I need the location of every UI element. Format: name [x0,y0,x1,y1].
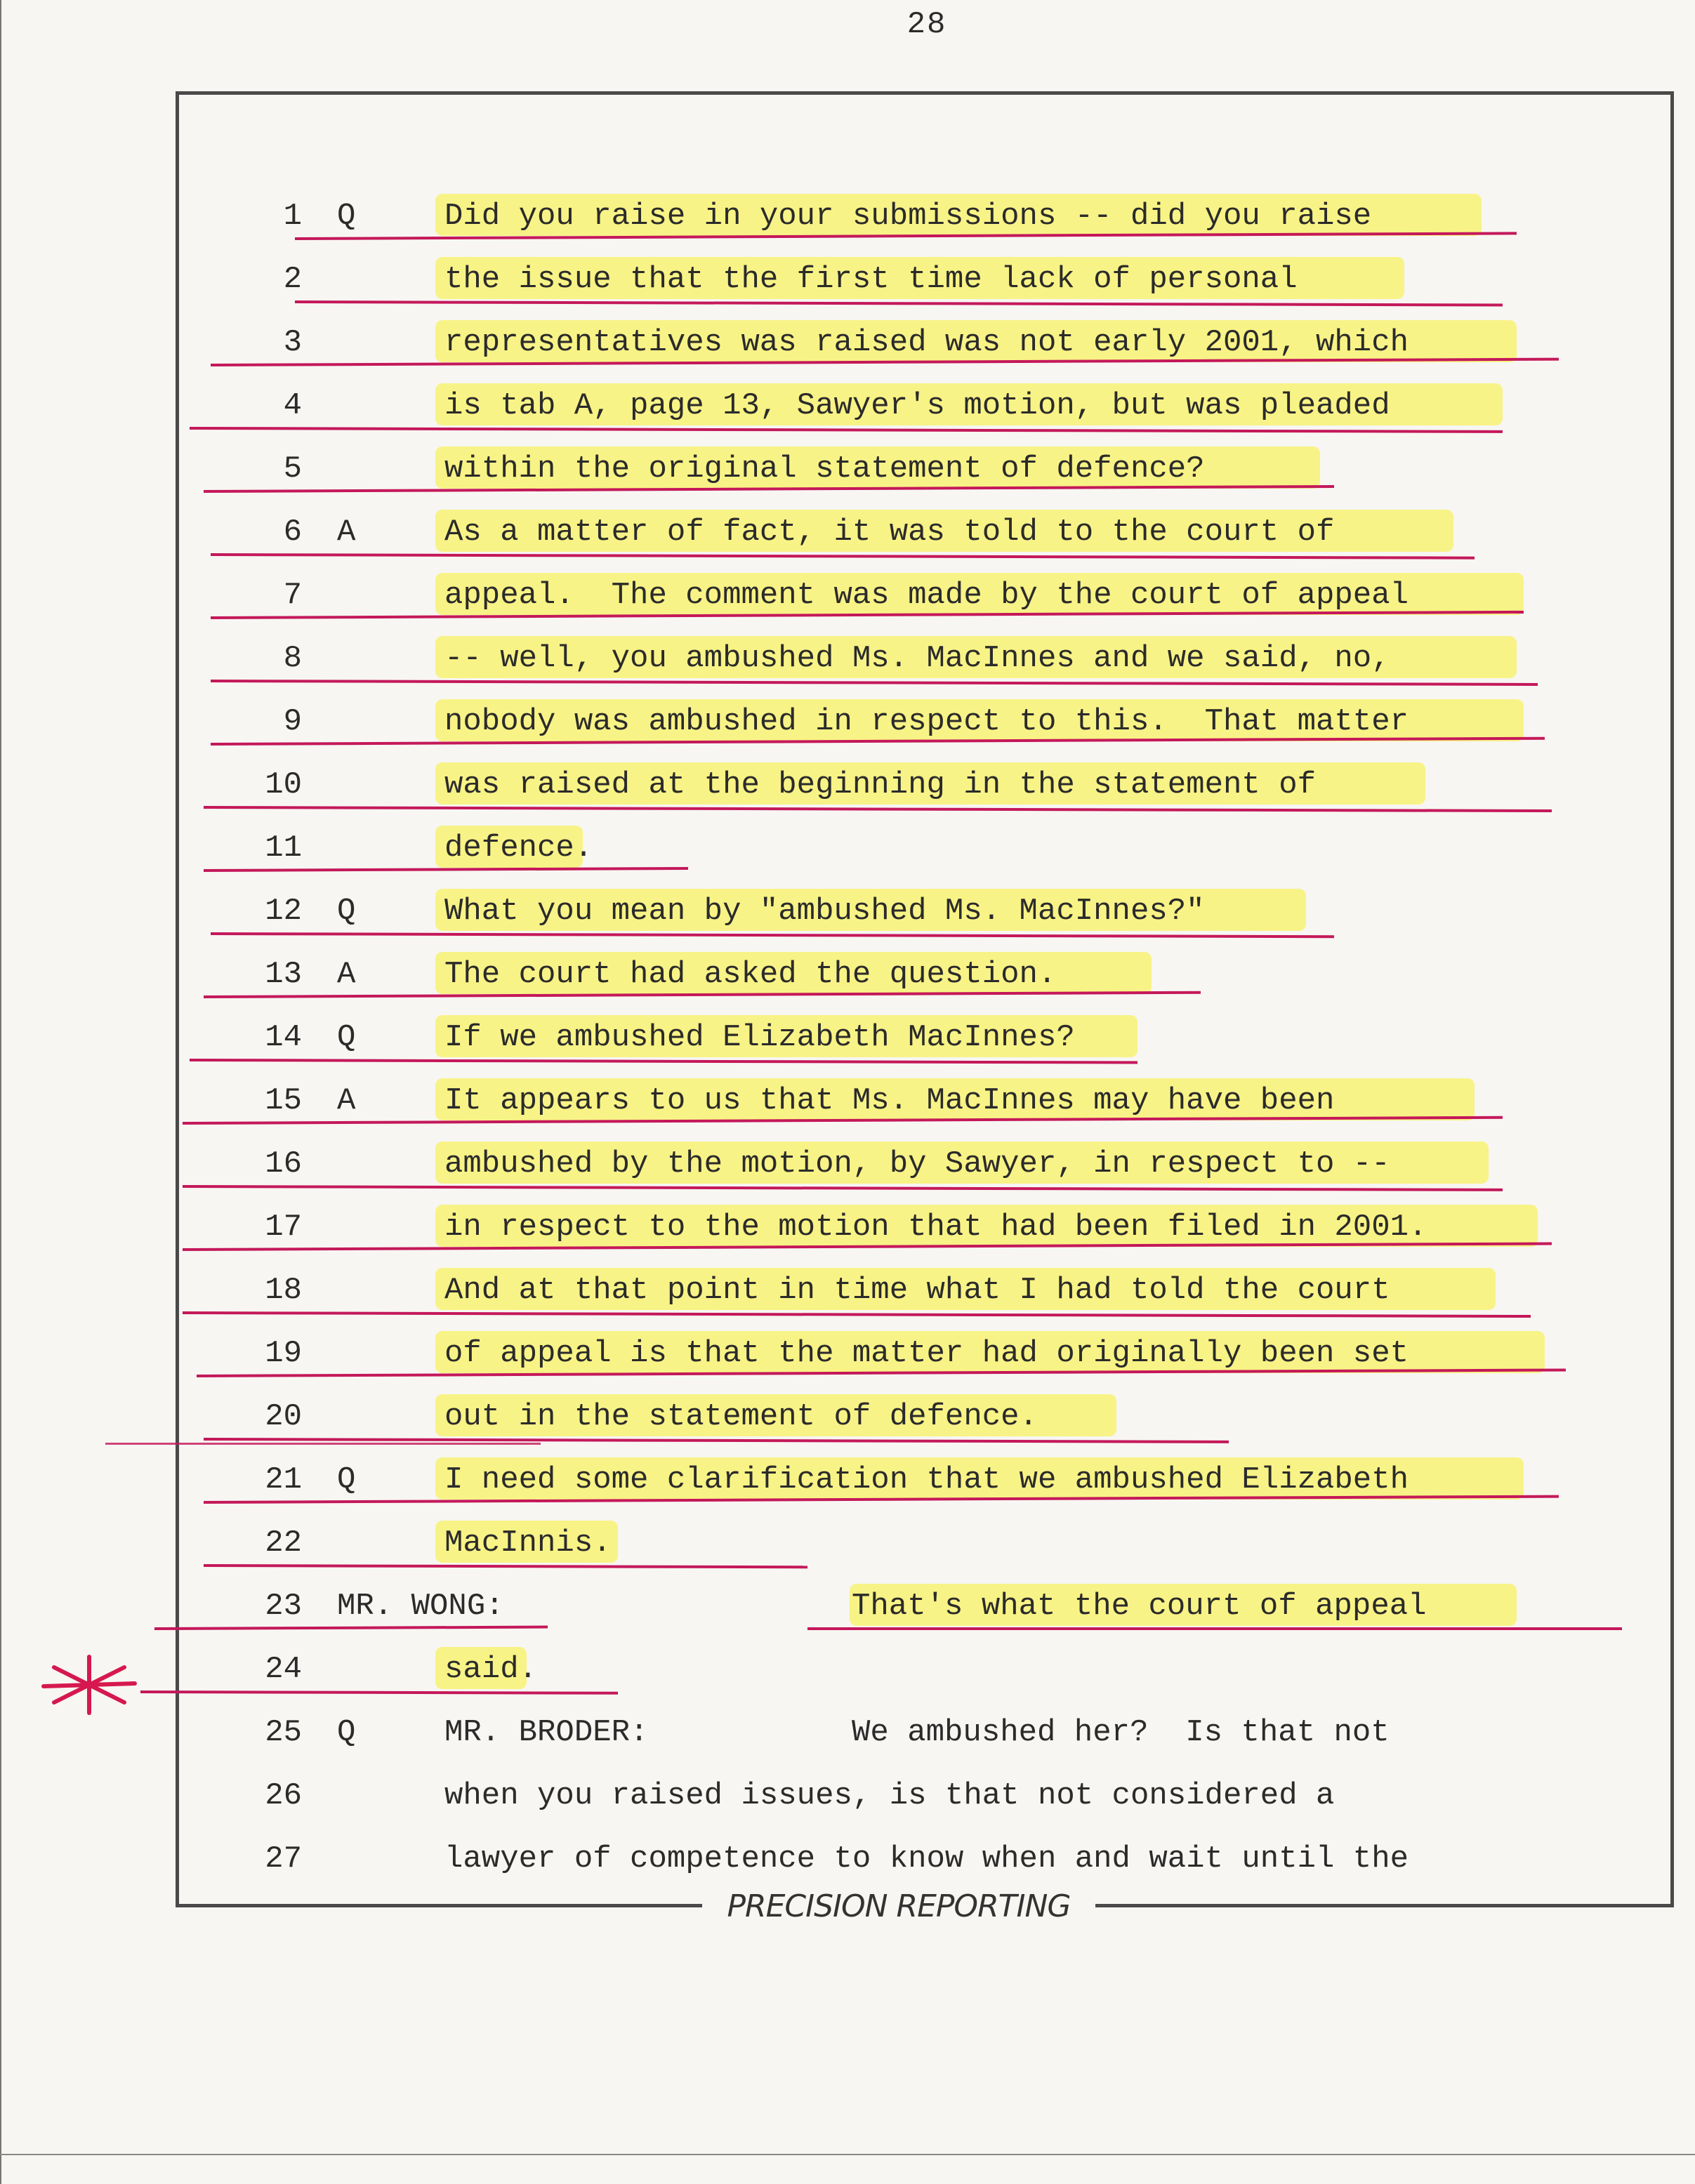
transcript-line [0,689,1695,753]
line-number: 10 [265,767,302,802]
line-text: when you raised issues, is that not considered a [444,1778,1335,1813]
line-number: 15 [265,1083,302,1118]
line-text: What you mean by "ambushed Ms. MacInnes?" [444,894,1205,929]
line-text: I need some clarification that we ambushed Elizabeth [444,1462,1409,1497]
line-text: is tab A, page 13, Sawyer's motion, but was pleaded [444,388,1390,423]
line-text: MacInnis. [444,1526,612,1561]
line-number: 8 [283,641,302,676]
transcript-line [0,1574,1695,1637]
page-number: 28 [906,7,947,42]
transcript-line [0,942,1695,1005]
transcript-line [0,373,1695,437]
underline-mark [183,1185,1503,1191]
line-text: And at that point in time what I had told the court [444,1273,1390,1308]
line-number: 7 [283,578,302,613]
transcript-line [0,1132,1695,1195]
transcript-line [0,563,1695,626]
red-asterisk-icon [37,1643,142,1727]
line-text: -- well, you ambushed Ms. MacInnes and we said, no, [444,641,1390,676]
transcript-line [0,247,1695,310]
transcript-line [0,1827,1695,1890]
transcript-line [0,1384,1695,1448]
transcript-line [0,1700,1695,1763]
line-number: 25 [265,1715,302,1750]
line-number: 11 [265,830,302,866]
transcript-line [0,310,1695,373]
line-text: MR. BRODER: [444,1715,649,1750]
transcript-line [0,1448,1695,1511]
line-number: 27 [265,1841,302,1877]
underline-mark [190,427,1503,433]
line-number: 18 [265,1273,302,1308]
line-number: 16 [265,1146,302,1182]
underline-mark [295,300,1503,307]
line-number: 22 [265,1526,302,1561]
speaker-label: Q [337,1020,356,1055]
line-text: out in the statement of defence. [444,1399,1038,1434]
speaker-label: A [337,515,356,550]
line-number: 2 [283,262,302,297]
line-number: 12 [265,894,302,929]
transcript-line [0,1068,1695,1132]
speaker-label: MR. WONG: [337,1589,504,1624]
speaker-label: Q [337,199,356,234]
line-text: nobody was ambushed in respect to this. That matter [444,704,1409,739]
transcript-line [0,1321,1695,1384]
underline-mark [807,1627,1622,1630]
line-number: 14 [265,1020,302,1055]
line-number: 4 [283,388,302,423]
line-number: 3 [283,325,302,360]
line-text: defence. [444,830,593,866]
line-text: As a matter of fact, it was told to the court of [444,515,1335,550]
line-number: 5 [283,451,302,487]
speaker-label: A [337,1083,356,1118]
speaker-label: Q [337,1715,356,1750]
line-number: 20 [265,1399,302,1434]
speaker-label: Q [337,1462,356,1497]
line-text: It appears to us that Ms. MacInnes may have been [444,1083,1335,1118]
transcript-line [0,1763,1695,1827]
transcript-line [0,753,1695,816]
line-number: 19 [265,1336,302,1371]
line-text: within the original statement of defence? [444,451,1205,487]
underline-mark [211,553,1475,560]
bottom-rule [0,2154,1695,2155]
speaker-label: A [337,957,356,992]
line-text-continued: We ambushed her? Is that not [852,1715,1390,1750]
underline-mark [204,806,1552,812]
line-text-continued: That's what the court of appeal [852,1589,1427,1624]
line-number: 6 [283,515,302,550]
line-text: the issue that the first time lack of personal [444,262,1298,297]
line-text: ambushed by the motion, by Sawyer, in respect to -- [444,1146,1390,1182]
line-number: 9 [283,704,302,739]
line-number: 1 [283,199,302,234]
margin-mark [105,1443,541,1445]
underline-mark [211,932,1334,938]
line-text: said. [444,1652,538,1687]
line-text: The court had asked the question. [444,957,1057,992]
line-number: 26 [265,1778,302,1813]
footer-brand: PRECISION REPORTING [702,1888,1095,1924]
line-number: 17 [265,1210,302,1245]
line-number: 13 [265,957,302,992]
underline-mark [183,1311,1531,1318]
transcript-line [0,1637,1695,1700]
line-text: was raised at the beginning in the statement of [444,767,1317,802]
transcript-line [0,437,1695,500]
line-text: appeal. The comment was made by the court of appeal [444,578,1409,613]
line-number: 23 [265,1589,302,1624]
line-text: If we ambushed Elizabeth MacInnes? [444,1020,1075,1055]
line-text: lawyer of competence to know when and wait until the [444,1841,1409,1877]
transcript-line [0,184,1695,247]
transcript-line [0,816,1695,879]
transcript-line [0,626,1695,689]
speaker-label: Q [337,894,356,929]
transcript-line [0,1195,1695,1258]
underline-mark [140,1690,618,1695]
transcript-line [0,1258,1695,1321]
line-number: 21 [265,1462,302,1497]
line-text: of appeal is that the matter had originally been set [444,1336,1409,1371]
line-text: representatives was raised was not early 2001, which [444,325,1409,360]
transcript-line [0,500,1695,563]
underline-mark [211,680,1538,686]
transcript-line [0,879,1695,942]
line-text: Did you raise in your submissions -- did you raise [444,199,1372,234]
line-number: 24 [265,1652,302,1687]
underline-mark [154,1626,548,1630]
underline-mark [204,867,688,872]
line-text: in respect to the motion that had been filed in 2001. [444,1210,1427,1245]
underline-mark [204,1564,807,1568]
transcript-line [0,1005,1695,1068]
transcript-line [0,1511,1695,1574]
underline-mark [190,1059,1137,1064]
